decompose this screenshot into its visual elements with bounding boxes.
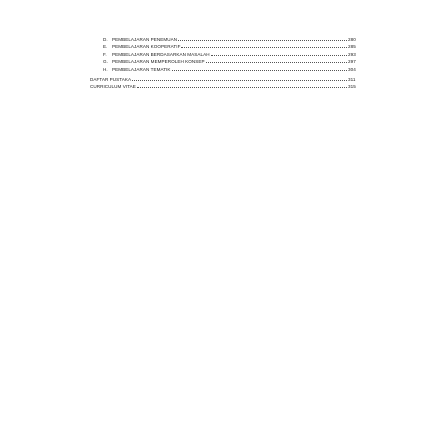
toc-entry-d[interactable] bbox=[90, 36, 358, 43]
table-of-contents bbox=[90, 36, 358, 91]
dot-leader bbox=[211, 55, 347, 56]
toc-entry-title: CURRICULUM VITAE bbox=[90, 84, 136, 90]
toc-entry-daftar-pustaka[interactable] bbox=[90, 76, 358, 83]
toc-entry-letter: E. bbox=[103, 44, 108, 50]
toc-entry-page: 280 bbox=[348, 37, 356, 42]
toc-entry-page: 315 bbox=[348, 84, 356, 90]
toc-entry-page: 285 bbox=[348, 44, 356, 50]
toc-entry-letter: G. bbox=[103, 59, 108, 65]
toc-entry-title: PEMBELAJARAN KOOPERATIF bbox=[112, 44, 181, 50]
dot-leader bbox=[181, 47, 347, 48]
toc-entry-letter: H. bbox=[103, 66, 108, 72]
toc-entry-title: PEMBELAJARAN PENEMUAN bbox=[112, 37, 178, 42]
toc-entry-title: PEMBELAJARAN TEMATIK bbox=[112, 66, 171, 72]
toc-entry-f[interactable] bbox=[90, 51, 358, 58]
toc-entry-page: 311 bbox=[348, 76, 356, 82]
toc-entry-letter: D. bbox=[103, 37, 108, 42]
toc-entry-page: 293 bbox=[348, 51, 356, 57]
toc-entry-letter: F. bbox=[103, 51, 107, 57]
toc-entry-e[interactable] bbox=[90, 43, 358, 50]
toc-entry-h[interactable] bbox=[90, 66, 358, 73]
dot-leader bbox=[137, 87, 347, 88]
toc-entry-title: PEMBELAJARAN MEMPEROLEH KONSEP bbox=[112, 59, 205, 65]
dot-leader bbox=[206, 62, 347, 63]
toc-entry-title: DAFTAR PUSTAKA bbox=[90, 76, 132, 82]
dot-leader bbox=[172, 70, 347, 71]
toc-entry-page: 297 bbox=[348, 59, 356, 65]
toc-entry-g[interactable] bbox=[90, 58, 358, 65]
toc-entry-title: PEMBELAJARAN BERDASARKAN MASALAH bbox=[112, 51, 210, 57]
dot-leader bbox=[178, 40, 347, 41]
toc-entry-page: 304 bbox=[348, 66, 356, 72]
toc-entry-curriculum-vitae[interactable] bbox=[90, 83, 358, 90]
dot-leader bbox=[132, 80, 347, 81]
